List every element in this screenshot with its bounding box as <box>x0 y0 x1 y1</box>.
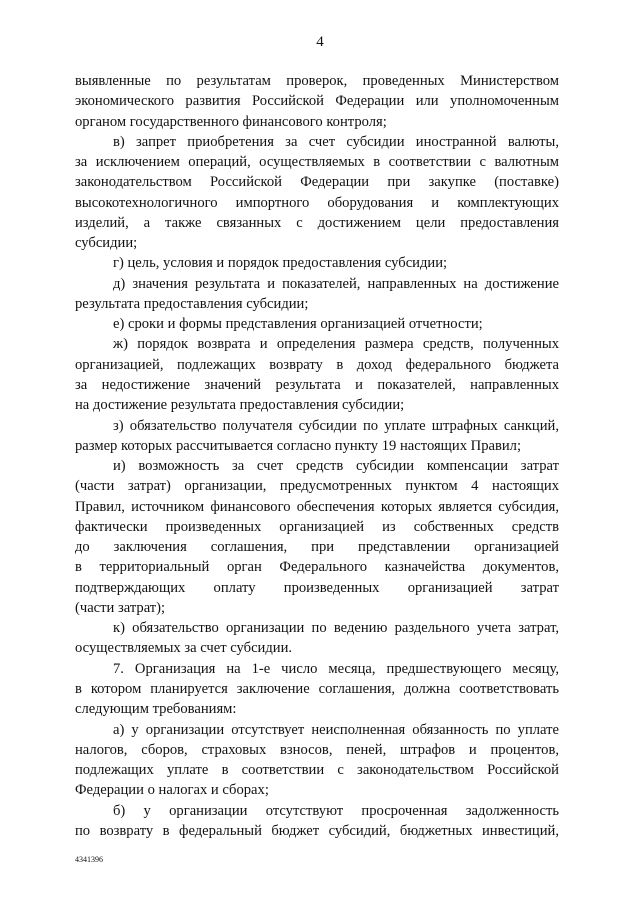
text-line: до заключения соглашения, при представлении организацией <box>75 539 559 556</box>
document-id: 4341396 <box>75 855 103 864</box>
document-body <box>75 71 559 841</box>
text-line: органом государственного финансового контроля; <box>75 113 387 130</box>
text-line: 7. Организация на 1-е число месяца, предшествующего месяцу, <box>113 660 559 677</box>
text-line: высокотехнологичного импортного оборудования и комплектующих <box>75 194 559 211</box>
text-line: Федерации о налогах и сборах; <box>75 782 269 799</box>
text-line: (части затрат); <box>75 599 166 616</box>
page-number: 4 <box>316 34 324 50</box>
text-line: фактически произведенных организацией из собственных средств <box>75 518 559 535</box>
text-line: е) сроки и формы представления организацией отчетности; <box>113 316 483 333</box>
text-line: ж) порядок возврата и определения размера средств, полученных <box>113 336 559 353</box>
text-line: налогов, сборов, страховых взносов, пеней, штрафов и процентов, <box>75 741 559 758</box>
text-line: а) у организации отсутствует неисполненная обязанность по уплате <box>113 721 559 738</box>
text-line: по возврату в федеральный бюджет субсидий, бюджетных инвестиций, <box>75 822 559 839</box>
text-line: подлежащих уплате в соответствии с законодательством Российской <box>75 762 559 779</box>
text-line: на достижение результата предоставления субсидии; <box>75 397 405 414</box>
text-line: к) обязательство организации по ведению раздельного учета затрат, <box>113 620 559 637</box>
text-line: результата предоставления субсидии; <box>75 295 309 312</box>
text-line: в территориальный орган Федерального казначейства документов, <box>75 559 559 576</box>
text-line: осуществляемых за счет субсидии. <box>75 640 293 657</box>
text-line: (части затрат) организации, предусмотренных пунктом 4 настоящих <box>75 478 559 495</box>
text-line: г) цель, условия и порядок предоставления субсидии; <box>113 255 448 272</box>
text-line: за недостижение значений результата и показателей, направленных <box>75 376 559 393</box>
text-line: и) возможность за счет средств субсидии компенсации затрат <box>113 458 559 475</box>
text-line: следующим требованиям: <box>75 701 237 718</box>
text-line: з) обязательство получателя субсидии по уплате штрафных санкций, <box>113 417 559 434</box>
text-line: Правил, источником финансового обеспечения которых является субсидия, <box>75 498 559 515</box>
text-line: субсидии; <box>75 235 138 252</box>
text-line: законодательством Российской Федерации при закупке (поставке) <box>75 174 559 191</box>
text-line: размер которых рассчитывается согласно пункту 19 настоящих Правил; <box>75 437 522 454</box>
text-line: экономического развития Российской Федерации или уполномоченным <box>75 93 559 110</box>
text-line: за исключением операций, осуществляемых в соответствии с валютным <box>75 154 559 171</box>
text-line: подтверждающих оплату произведенных организацией затрат <box>75 579 559 596</box>
text-line: д) значения результата и показателей, направленных на достижение <box>113 275 559 292</box>
text-line: выявленные по результатам проверок, проведенных Министерством <box>75 73 559 89</box>
text-line: в) запрет приобретения за счет субсидии иностранной валюты, <box>113 133 559 150</box>
text-line: изделий, а также связанных с достижением цели предоставления <box>75 214 559 231</box>
text-line: организацией, подлежащих возврату в доход федерального бюджета <box>75 356 559 373</box>
text-line: б) у организации отсутствуют просроченная задолженность <box>113 802 559 819</box>
text-line: в котором планируется заключение соглашения, должна соответствовать <box>75 680 559 697</box>
